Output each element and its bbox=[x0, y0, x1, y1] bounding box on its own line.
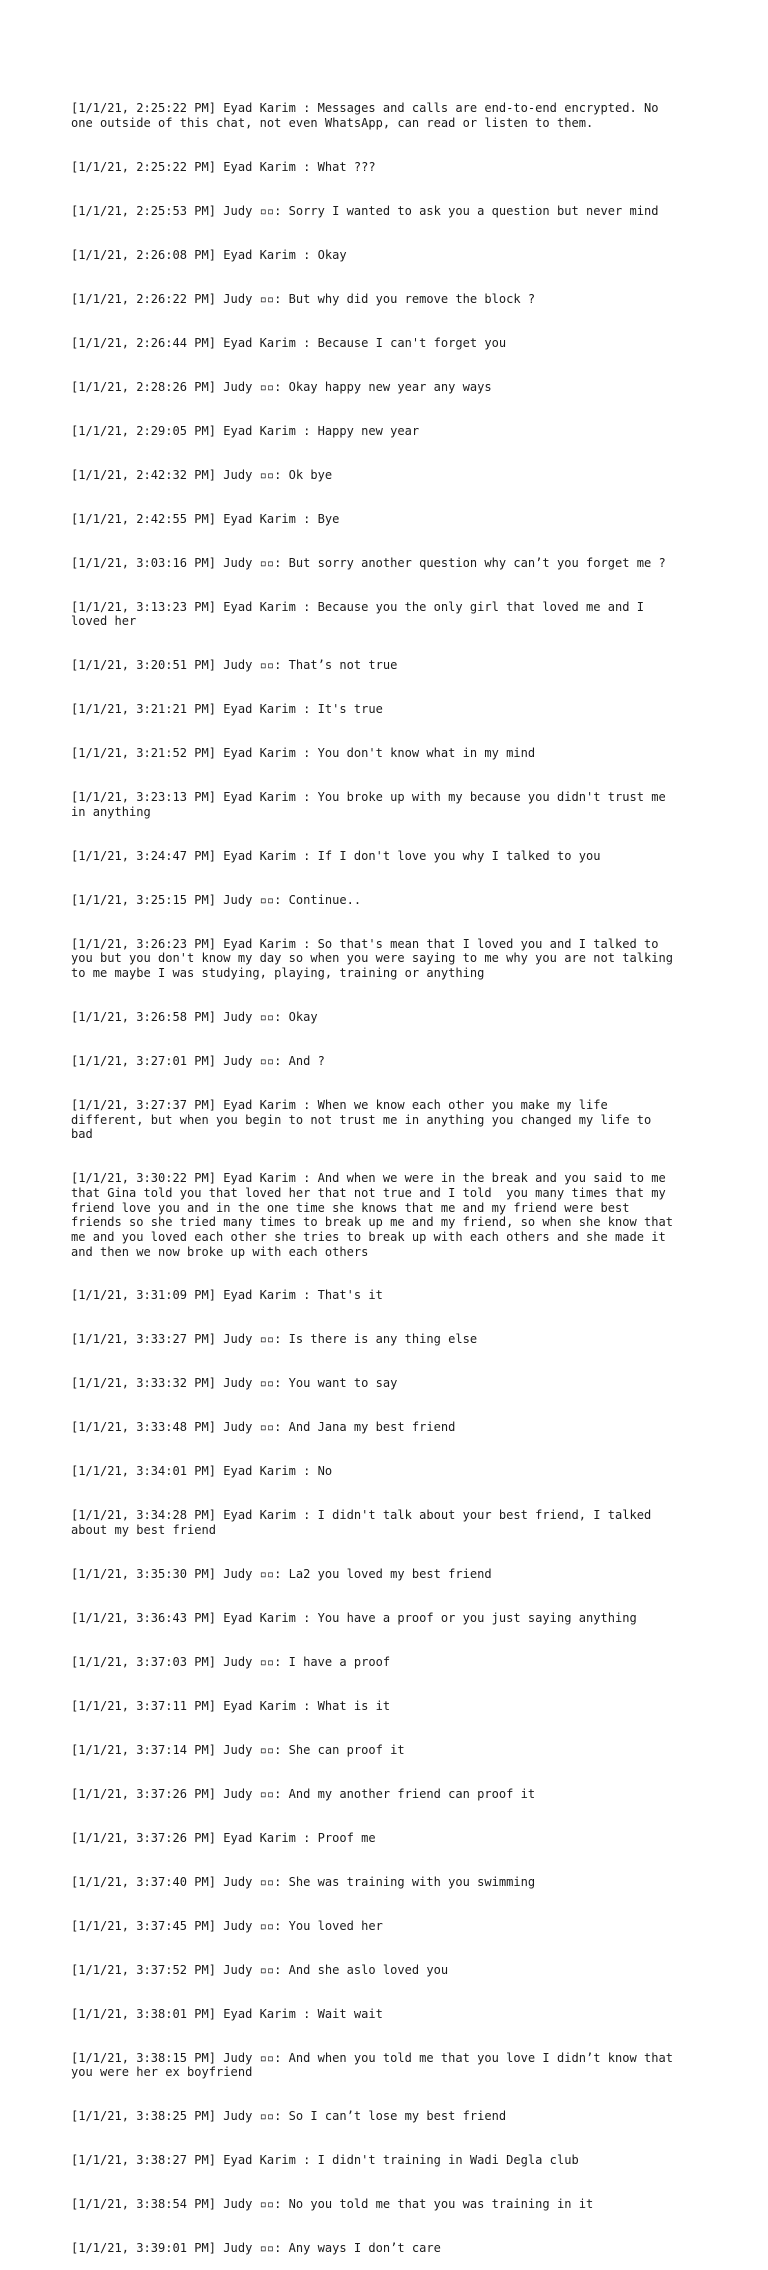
message-line: [1/1/21, 3:26:23 PM] Eyad Karim : So that's mean that I loved you and I talked to you but you don't know my day so when you were saying to me why you are not talking to me maybe I was studying, playing, training or anything bbox=[71, 936, 673, 981]
message-line: [1/1/21, 2:28:26 PM] Judy ▫▫: Okay happy new year any ways bbox=[71, 379, 492, 394]
message-line: [1/1/21, 3:38:15 PM] Judy ▫▫: And when you told me that you love I didn’t know that you were her ex boyfriend bbox=[71, 2050, 673, 2080]
message-line: [1/1/21, 3:36:43 PM] Eyad Karim : You have a proof or you just saying anything bbox=[71, 1610, 637, 1625]
message-line: [1/1/21, 2:25:22 PM] Eyad Karim : What ??? bbox=[71, 159, 376, 174]
message-line: [1/1/21, 2:26:44 PM] Eyad Karim : Because I can't forget you bbox=[71, 335, 507, 350]
message-line: [1/1/21, 3:37:45 PM] Judy ▫▫: You loved her bbox=[71, 1918, 383, 1933]
message-line: [1/1/21, 3:21:21 PM] Eyad Karim : It's true bbox=[71, 702, 383, 717]
message-line: [1/1/21, 3:21:52 PM] Eyad Karim : You don't know what in my mind bbox=[71, 746, 536, 761]
message-line: [1/1/21, 3:33:32 PM] Judy ▫▫: You want to say bbox=[71, 1376, 398, 1391]
message-line: [1/1/21, 3:37:03 PM] Judy ▫▫: I have a proof bbox=[71, 1654, 391, 1669]
message-line: [1/1/21, 3:25:15 PM] Judy ▫▫: Continue.. bbox=[71, 892, 362, 907]
message-line: [1/1/21, 3:38:27 PM] Eyad Karim : I didn't training in Wadi Degla club bbox=[71, 2153, 579, 2168]
message-line: [1/1/21, 3:27:37 PM] Eyad Karim : When we know each other you make my life different, but when you begin to not trust me in anything you changed my life to bad bbox=[71, 1097, 652, 1142]
message-line: [1/1/21, 3:34:01 PM] Eyad Karim : No bbox=[71, 1464, 333, 1479]
chat-transcript bbox=[71, 72, 711, 2270]
message-line: [1/1/21, 3:38:25 PM] Judy ▫▫: So I can’t lose my best friend bbox=[71, 2109, 507, 2124]
message-line: [1/1/21, 2:42:55 PM] Eyad Karim : Bye bbox=[71, 511, 340, 526]
message-line: [1/1/21, 2:26:22 PM] Judy ▫▫: But why did you remove the block ? bbox=[71, 291, 536, 306]
message-line: [1/1/21, 2:25:53 PM] Judy ▫▫: Sorry I wanted to ask you a question but never mind bbox=[71, 203, 659, 218]
message-line: [1/1/21, 3:37:40 PM] Judy ▫▫: She was training with you swimming bbox=[71, 1874, 536, 1889]
message-line: [1/1/21, 3:35:30 PM] Judy ▫▫: La2 you loved my best friend bbox=[71, 1566, 492, 1581]
message-line: [1/1/21, 2:42:32 PM] Judy ▫▫: Ok bye bbox=[71, 467, 333, 482]
message-line: [1/1/21, 3:13:23 PM] Eyad Karim : Because you the only girl that loved me and I loved her bbox=[71, 599, 644, 629]
message-line: [1/1/21, 3:37:14 PM] Judy ▫▫: She can proof it bbox=[71, 1742, 405, 1757]
message-line: [1/1/21, 3:37:26 PM] Eyad Karim : Proof me bbox=[71, 1830, 376, 1845]
message-line: [1/1/21, 2:25:22 PM] Eyad Karim : Messages and calls are end-to-end encrypted. No one outside of this chat, not even WhatsApp, can read or listen to them. bbox=[71, 101, 659, 130]
message-line: [1/1/21, 2:29:05 PM] Eyad Karim : Happy new year bbox=[71, 423, 420, 438]
message-line: [1/1/21, 3:30:22 PM] Eyad Karim : And when we were in the break and you said to me that Gina told you that loved her that not true and I told you many times that my friend love you and in the one time she knows that me and my friend were best friends so she tried many times to break up me and my friend, so when she know that me and you loved each other she tries to break up with each others and she made it and then we now broke up with each others bbox=[71, 1171, 673, 1259]
message-line: [1/1/21, 3:34:28 PM] Eyad Karim : I didn't talk about your best friend, I talked about my best friend bbox=[71, 1508, 652, 1537]
message-line: [1/1/21, 3:24:47 PM] Eyad Karim : If I don't love you why I talked to you bbox=[71, 848, 601, 863]
message-line: [1/1/21, 3:37:52 PM] Judy ▫▫: And she aslo loved you bbox=[71, 1962, 449, 1977]
message-line: [1/1/21, 3:38:54 PM] Judy ▫▫: No you told me that you was training in it bbox=[71, 2197, 594, 2212]
message-line: [1/1/21, 2:26:08 PM] Eyad Karim : Okay bbox=[71, 247, 347, 262]
message-line: [1/1/21, 3:33:27 PM] Judy ▫▫: Is there is any thing else bbox=[71, 1332, 478, 1347]
message-line: [1/1/21, 3:37:11 PM] Eyad Karim : What is it bbox=[71, 1698, 391, 1713]
message-line: [1/1/21, 3:37:26 PM] Judy ▫▫: And my another friend can proof it bbox=[71, 1786, 536, 1801]
message-line: [1/1/21, 3:31:09 PM] Eyad Karim : That's it bbox=[71, 1288, 383, 1303]
message-line: [1/1/21, 3:26:58 PM] Judy ▫▫: Okay bbox=[71, 1010, 318, 1024]
message-line: [1/1/21, 3:39:01 PM] Judy ▫▫: Any ways I don’t care bbox=[71, 2241, 441, 2256]
message-line: [1/1/21, 3:23:13 PM] Eyad Karim : You broke up with my because you didn't trust me in anything bbox=[71, 790, 666, 819]
message-line: [1/1/21, 3:33:48 PM] Judy ▫▫: And Jana my best friend bbox=[71, 1420, 456, 1435]
message-line: [1/1/21, 3:03:16 PM] Judy ▫▫: But sorry another question why can’t you forget me ? bbox=[71, 555, 666, 570]
message-line: [1/1/21, 3:20:51 PM] Judy ▫▫: That’s not true bbox=[71, 658, 398, 673]
message-line: [1/1/21, 3:27:01 PM] Judy ▫▫: And ? bbox=[71, 1053, 325, 1068]
message-line: [1/1/21, 3:38:01 PM] Eyad Karim : Wait wait bbox=[71, 2006, 383, 2021]
